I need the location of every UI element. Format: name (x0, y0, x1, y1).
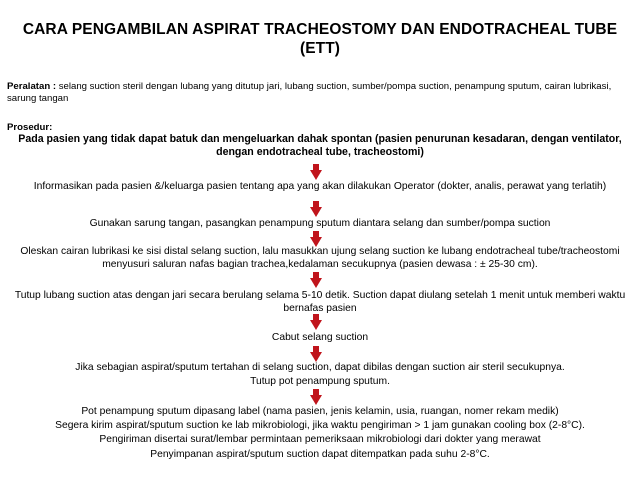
step-1: Informasikan pada pasien &/keluarga pasien tentang apa yang akan dilakukan Operator (dokter, analis, perawat yang terlatih) (33, 181, 607, 192)
peralatan-section (7, 81, 633, 105)
step-5: Cabut selang suction (271, 332, 369, 343)
step-4: Tutup lubang suction atas dengan jari secara berulang selama 5-10 detik. Suction dapat diulang setelah 1 menit untuk memberi waktu bernafas pasien (14, 290, 626, 314)
peralatan-label: Peralatan : (7, 81, 57, 92)
down-arrow-icon (310, 352, 322, 362)
step-8: Pot penampung sputum dipasang label (nama pasien, jenis kelamin, usia, ruangan, nomer rekam medik) (81, 406, 559, 417)
prosedur-label: Prosedur: (7, 122, 53, 133)
step-10: Pengiriman disertai surat/lembar permintaan pemeriksaan mikrobiologi dari dokter yang merawat (99, 434, 541, 445)
down-arrow-icon (310, 320, 322, 330)
prosedur-intro: Pada pasien yang tidak dapat batuk dan mengeluarkan dahak spontan (pasien penurunan kesadaran, dengan ventilator, dengan endotracheal tube, tracheostomi) (18, 133, 622, 158)
page-subtitle: (ETT) (299, 40, 341, 57)
step-9: Segera kirim aspirat/sputum suction ke lab mikrobiologi, jika waktu pengiriman > 1 jam gunakan cooling box (2-8°C). (55, 420, 585, 431)
down-arrow-icon (310, 395, 322, 405)
step-11: Penyimpanan aspirat/sputum suction dapat ditempatkan pada suhu 2-8°C. (150, 449, 490, 460)
step-7: Tutup pot penampung sputum. (250, 376, 390, 387)
down-arrow-icon (310, 170, 322, 180)
down-arrow-icon (310, 207, 322, 217)
step-6: Jika sebagian aspirat/sputum tertahan di selang suction, dapat dibilas dengan suction air steril secukupnya. (75, 362, 565, 373)
step-2: Gunakan sarung tangan, pasangkan penampung sputum diantara selang dan sumber/pompa suction (89, 218, 551, 229)
page-title: CARA PENGAMBILAN ASPIRAT TRACHEOSTOMY DAN ENDOTRACHEAL TUBE (22, 21, 618, 38)
peralatan-text: selang suction steril dengan lubang yang ditutup jari, lubang suction, sumber/pompa suction, penampung sputum, cairan lubrikasi, sarung tangan (7, 81, 612, 104)
step-3: Oleskan cairan lubrikasi ke sisi distal selang suction, lalu masukkan ujung selang suction ke lubang endotracheal tube/tracheostomi menyusuri saluran nafas bagian trachea,kedalaman secukupnya (pasien dewasa : ± 25-30 cm). (20, 246, 620, 270)
down-arrow-icon (310, 278, 322, 288)
